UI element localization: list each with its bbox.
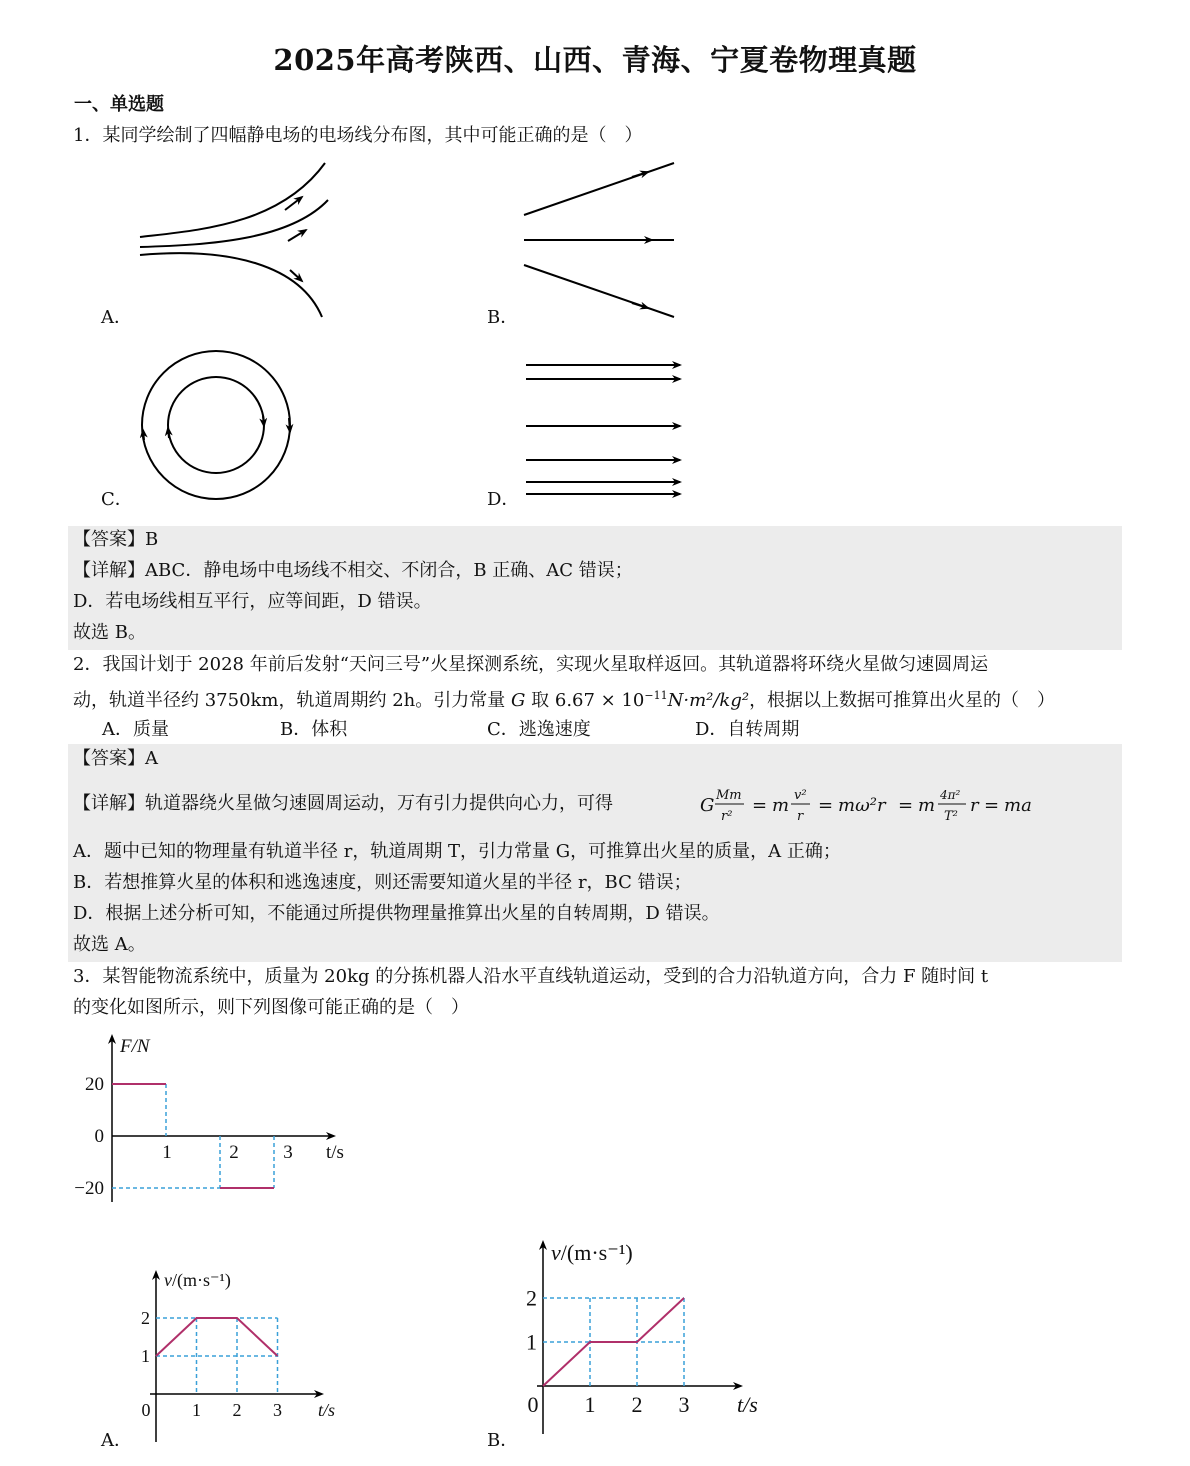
x-axis-label: t/s — [737, 1392, 758, 1417]
svg-text:Mm: Mm — [716, 788, 742, 803]
x-tick-label: 1 — [162, 1142, 172, 1163]
q2-choice-b: B．体积 — [280, 719, 348, 740]
q2-stem-part-c: ，根据以上数据可推算出火星的（ ） — [749, 690, 1056, 711]
y-tick-label: 1 — [526, 1329, 537, 1355]
y-tick-label: 1 — [141, 1346, 150, 1366]
x-axis-label: t/s — [326, 1142, 344, 1163]
x-tick-label: 3 — [283, 1142, 293, 1163]
q1-explain-3: 故选 B。 — [73, 622, 146, 643]
svg-text:=: = — [898, 795, 914, 816]
x-tick-label: 1 — [584, 1392, 596, 1417]
y-axis-label — [551, 1240, 633, 1265]
q1-option-d-label: D． — [487, 489, 520, 510]
q2-stem-exponent: −11 — [644, 689, 668, 702]
q1-option-c-label: C． — [101, 489, 133, 510]
y-tick-label: 2 — [141, 1308, 150, 1328]
q2-explain-lead: 【详解】轨道器绕火星做匀速圆周运动，万有引力提供向心力，可得 — [73, 793, 613, 814]
svg-text:m: m — [772, 795, 790, 816]
y-tick-label: −20 — [74, 1178, 104, 1199]
x-tick-label: 3 — [273, 1400, 282, 1420]
q1-figure-a — [130, 155, 350, 325]
q2-stem-line2 — [73, 684, 1055, 713]
svg-text:=: = — [818, 795, 834, 816]
q2-choice-d: D．自转周期 — [695, 719, 800, 740]
svg-text:mω²r: mω²r — [838, 795, 886, 816]
svg-text:m: m — [918, 795, 936, 816]
q1-answer-block — [68, 526, 1122, 650]
x-tick-label: 0 — [527, 1392, 539, 1417]
q3-option-a-velocity-chart — [130, 1262, 336, 1462]
y-axis-label-symbol: v — [551, 1240, 561, 1265]
y-axis-label — [164, 1270, 231, 1291]
q2-stem-unit: N·m²/kg² — [667, 690, 750, 711]
y-axis-label-unit: /(m·s⁻¹) — [560, 1240, 633, 1265]
q2-stem-part-a: 动，轨道半径约 3750km，轨道周期约 2h。引力常量 — [73, 690, 506, 711]
q1-stem: 1．某同学绘制了四幅静电场的电场线分布图，其中可能正确的是（ ） — [73, 125, 643, 146]
x-axis-label: t/s — [318, 1400, 336, 1420]
q2-explain-a: A．题中已知的物理量有轨道半径 r，轨道周期 T，引力常量 G，可推算出火星的质量，A 正确； — [73, 841, 841, 862]
q2-explain-conclusion: 故选 A。 — [73, 934, 146, 955]
q2-stem-g: G — [511, 690, 526, 711]
x-tick-label: 3 — [678, 1392, 690, 1417]
y-tick-label: 2 — [526, 1285, 537, 1311]
x-tick-label: 1 — [192, 1400, 201, 1420]
svg-text:v²: v² — [794, 788, 807, 803]
svg-text:ma: ma — [1004, 795, 1032, 816]
y-axis-label-symbol: v — [164, 1270, 172, 1290]
q2-stem-part-b: 取 6.67 × 10 — [531, 690, 645, 711]
q2-formula — [700, 782, 1040, 826]
q3-option-b-label: B． — [487, 1430, 519, 1451]
section-heading: 一、单选题 — [74, 94, 164, 115]
q2-explain-d: D．根据上述分析可知，不能通过所提供物理量推算出火星的自转周期，D 错误。 — [73, 903, 720, 924]
q3-option-b-velocity-chart — [515, 1232, 758, 1447]
q1-explain-2: D．若电场线相互平行，应等间距，D 错误。 — [73, 591, 432, 612]
svg-text:r: r — [970, 795, 979, 816]
svg-text:T²: T² — [944, 809, 958, 824]
q2-choice-c: C．逃逸速度 — [487, 719, 591, 740]
svg-text:=: = — [984, 795, 1000, 816]
svg-text:=: = — [752, 795, 768, 816]
x-tick-label: 2 — [631, 1392, 643, 1417]
y-tick-label: 20 — [85, 1074, 104, 1095]
page-title: 2025年高考陕西、山西、青海、宁夏卷物理真题 — [273, 43, 917, 77]
svg-text:4π²: 4π² — [940, 788, 961, 802]
q3-stem-line1: 3．某智能物流系统中，质量为 20kg 的分拣机器人沿水平直线轨道运动，受到的合力沿轨道方向，合力 F 随时间 t — [73, 966, 989, 987]
x-tick-label: 2 — [232, 1400, 242, 1420]
svg-text:r²: r² — [721, 809, 733, 824]
velocity-curve — [156, 1318, 278, 1356]
q2-stem-line1: 2．我国计划于 2028 年前后发射“天问三号”火星探测系统，实现火星取样返回。其轨道器将环绕火星做匀速圆周运 — [73, 654, 989, 675]
x-tick-label: 2 — [229, 1142, 239, 1163]
q1-figure-d — [522, 355, 692, 505]
q1-explain-1: 【详解】ABC．静电场中电场线不相交、不闭合，B 正确、AC 错误； — [73, 560, 633, 581]
q3-stem-line2: 的变化如图所示，则下列图像可能正确的是（ ） — [73, 997, 469, 1018]
y-tick-label: 0 — [94, 1126, 104, 1147]
q1-option-a-label: A． — [101, 307, 132, 328]
y-axis-label: F/N — [120, 1036, 150, 1057]
y-axis-label-unit: /(m·s⁻¹) — [172, 1270, 231, 1290]
x-tick-label: 0 — [141, 1400, 151, 1420]
q2-answer: 【答案】A — [73, 748, 158, 769]
q1-figure-c — [135, 340, 305, 510]
svg-text:r: r — [797, 809, 804, 824]
svg-text:G: G — [700, 795, 715, 816]
q2-explain-b: B．若想推算火星的体积和逃逸速度，则还需要知道火星的半径 r，BC 错误； — [73, 872, 692, 893]
q3-option-a-label: A． — [101, 1430, 132, 1451]
q2-choice-a: A．质量 — [102, 719, 169, 740]
q1-option-b-label: B． — [487, 307, 519, 328]
q1-figure-b — [520, 155, 690, 325]
q1-answer: 【答案】B — [73, 529, 159, 550]
q3-force-time-chart — [68, 1030, 368, 1210]
